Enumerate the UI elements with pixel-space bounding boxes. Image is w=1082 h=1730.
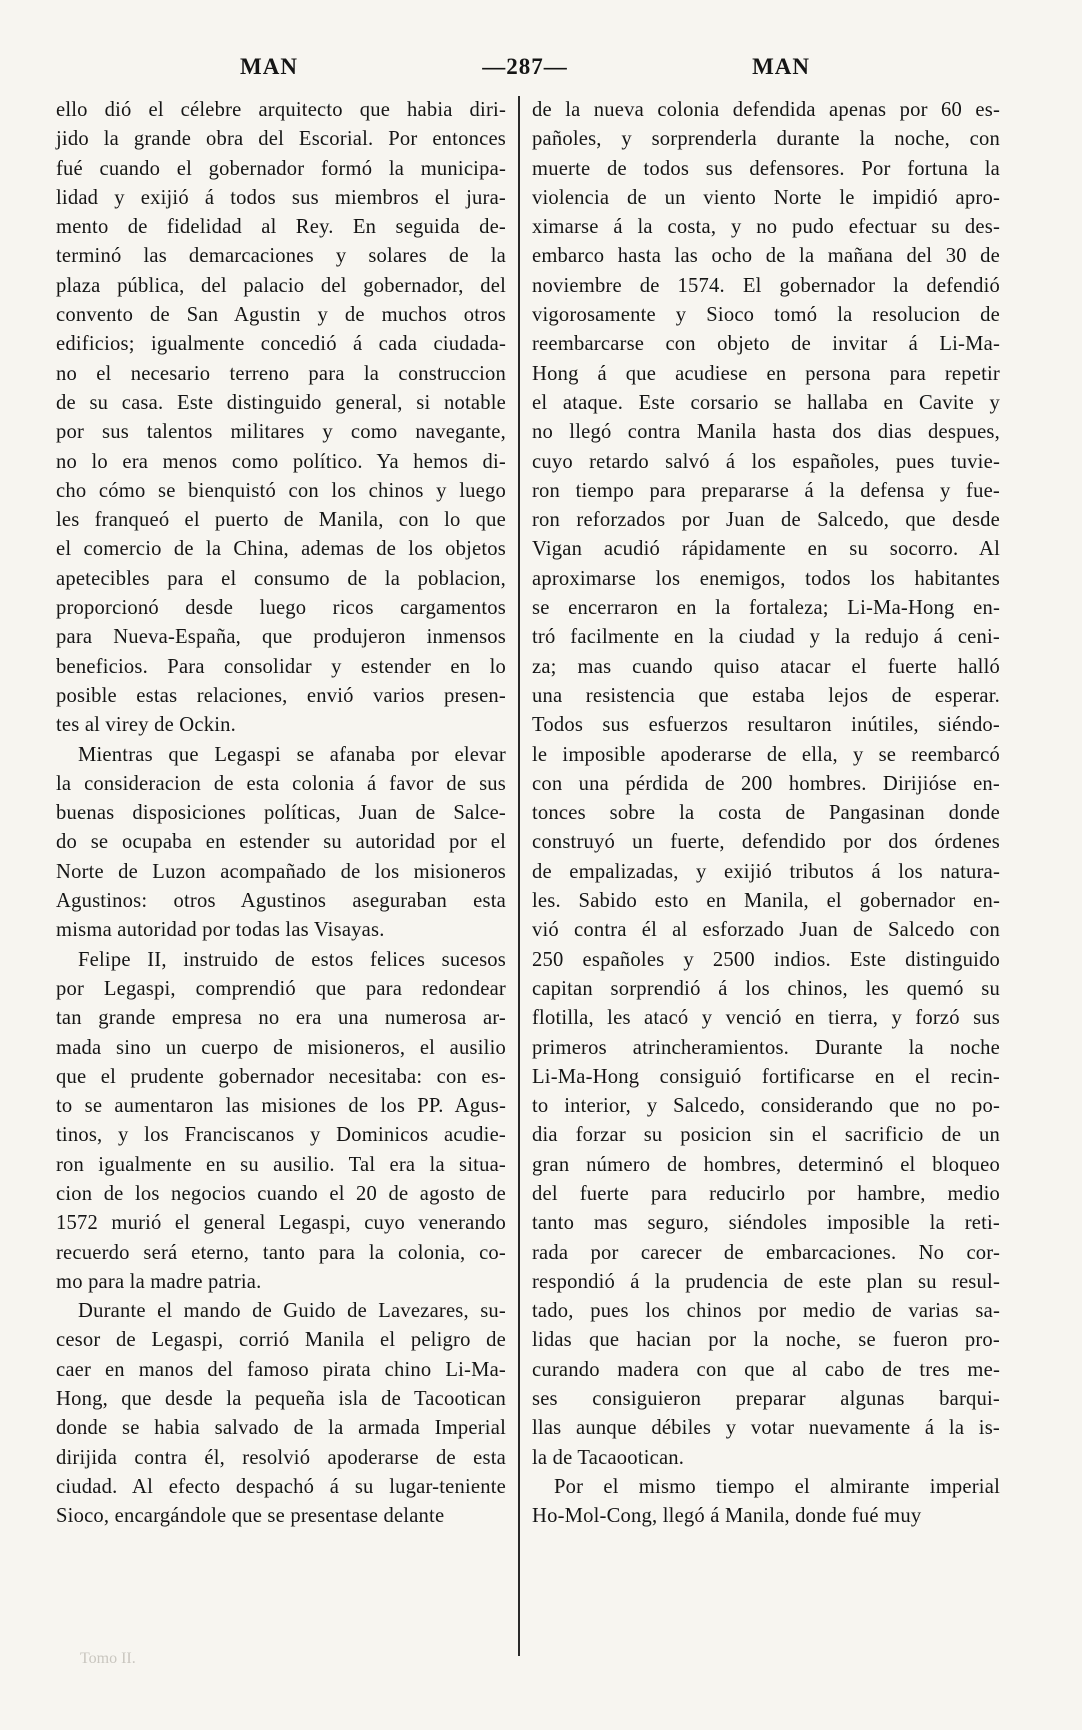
text-line: donde se habia salvado de la armada Imperial [56,1417,506,1440]
text-line: mo para la madre patria. [56,1270,262,1293]
text-line: tan grande empresa no era una numerosa ar- [56,1007,506,1030]
text-line: Felipe II, instruido de estos felices sucesos [78,948,506,971]
text-line: plaza pública, del palacio del gobernador, del [56,274,506,297]
text-line: de empalizadas, y exijió tributos á los natura- [532,860,1000,883]
running-header [240,54,810,88]
text-line: cuyo retardo salvó á los españoles, pues tuvie- [532,450,1000,473]
text-line: Por el mismo tiempo el almirante imperial [554,1475,1000,1498]
text-line: por sus talentos militares y como navegante, [56,421,506,444]
text-line: Norte de Luzon acompañado de los misioneros [56,860,506,883]
text-line: tró facilmente en la ciudad y la redujo á ceni- [532,626,1000,649]
text-line: curando madera con que al cabo de tres me- [532,1358,1000,1381]
text-line: tanto mas seguro, siéndoles imposible la reti- [532,1212,1000,1235]
text-line: embarco hasta las ocho de la mañana del 30 de [532,245,1000,268]
text-line: mento de fidelidad al Rey. En seguida de- [56,216,506,239]
text-line: 250 españoles y 2500 indios. Este distinguido [532,948,1000,971]
text-line: ron reforzados por Juan de Salcedo, que desde [532,509,1000,532]
text-line: no lo era menos como político. Ya hemos di- [56,450,506,473]
text-line: pañoles, y sorprenderla durante la noche, con [532,128,1000,151]
text-line: no el necesario terreno para la construccion [56,362,506,385]
text-line: Todos sus esfuerzos resultaron inútiles, siéndo- [532,714,1000,737]
text-line: Ho-Mol-Cong, llegó á Manila, donde fué muy [532,1505,922,1528]
text-line: lidas que hacian por la noche, se fueron pro- [532,1329,1000,1352]
text-line: terminó las demarcaciones y solares de la [56,245,506,268]
header-left-term: MAN [240,54,298,79]
text-line: tinos, y los Franciscanos y Dominicos acudie- [56,1124,506,1147]
text-line: proporcionó desde luego ricos cargamentos [56,597,506,620]
text-line: Mientras que Legaspi se afanaba por elevar [78,743,506,766]
text-line: llas aunque débiles y votar nuevamente á la is- [532,1417,1000,1440]
text-line: gran número de hombres, determinó el bloqueo [532,1153,1000,1176]
text-line: le imposible apoderarse de ella, y se reembarcó [532,743,1000,766]
text-line: construyó un fuerte, defendido por dos órdenes [532,831,1000,854]
text-line: za; mas cuando quiso atacar el fuerte halló [532,655,1000,678]
text-line: ciudad. Al efecto despachó á su lugar-teniente [56,1475,506,1498]
text-line: flotilla, les atacó y venció en tierra, y forzó sus [532,1007,1000,1030]
text-line: respondió á la prudencia de este plan su resul- [532,1270,1000,1293]
text-line: primeros atrincheramientos. Durante la noche [532,1036,1000,1059]
text-line: cion de los negocios cuando el 20 de agosto de [56,1182,506,1205]
text-line: ron igualmente en su ausilio. Tal era la situa- [56,1153,506,1176]
text-line: violencia de un viento Norte le impidió apro- [532,186,1000,209]
faded-footer-volume: Tomo II. [80,1650,136,1667]
text-line: para Nueva-España, que produjeron inmensos [56,626,506,649]
text-line: mada sino un cuerpo de misioneros, el ausilio [56,1036,506,1059]
text-line: tado, pues los chinos por medio de varias sa- [532,1300,1000,1323]
text-line: cesor de Legaspi, corrió Manila el peligro de [56,1329,506,1352]
text-line: Sioco, encargándole que se presentase delante [56,1505,445,1528]
text-line: ses consiguieron preparar algunas barqui- [532,1388,1000,1411]
text-line: dirijida contra él, resolvió apoderarse de esta [56,1446,506,1469]
text-line: edificios; igualmente concedió á cada ciudada- [56,333,506,356]
text-line: Agustinos: otros Agustinos aseguraban esta [56,890,506,913]
text-line: la de Tacaootican. [532,1446,685,1469]
text-line: Hong á que acudiese en persona para repetir [532,362,1000,385]
text-line: lidad y exijió á todos sus miembros el jura- [56,186,506,209]
text-line: reembarcarse con objeto de invitar á Li-Ma- [532,333,1000,356]
text-line: ello dió el célebre arquitecto que habia diri- [56,99,506,121]
text-line: caer en manos del famoso pirata chino Li-Ma- [56,1358,506,1381]
text-line: una resistencia que estaba lejos de esperar. [532,684,1000,707]
text-line: muerte de todos sus defensores. Por fortuna la [532,157,1000,180]
text-line: aproximarse los enemigos, todos los habitantes [532,567,1000,590]
text-line: Durante el mando de Guido de Lavezares, su- [78,1300,506,1323]
text-line: apetecibles para el consumo de la poblacion, [56,567,506,590]
text-line: que el prudente gobernador necesitaba: con es- [56,1065,506,1088]
text-line: 1572 murió el general Legaspi, cuyo venerando [56,1212,506,1235]
text-line: fué cuando el gobernador formó la municipa- [56,157,506,180]
text-line: por Legaspi, comprendió que para redondear [56,977,506,1000]
text-line: el comercio de la China, ademas de los objetos [56,538,506,561]
column-divider [518,96,520,1656]
text-line: recuerdo será eterno, tanto para la colonia, co- [56,1241,506,1264]
page-number: —287— [482,54,568,79]
text-line: se encerraron en la fortaleza; Li-Ma-Hong en- [532,597,1000,620]
text-line: tonces sobre la costa de Pangasinan donde [532,802,1000,825]
text-line: misma autoridad por todas las Visayas. [56,919,385,942]
text-line: les. Sabido esto en Manila, el gobernador en- [532,890,1000,913]
left-text-column [56,96,506,1532]
text-line: de la nueva colonia defendida apenas por 60 es- [532,99,1000,121]
text-line: do se ocupaba en estender su autoridad por el [56,831,506,854]
text-line: convento de San Agustin y de muchos otros [56,304,506,327]
text-line: dia forzar su posicion sin el sacrificio de un [532,1124,1000,1147]
text-line: cho cómo se bienquistó con los chinos y luego [56,479,506,502]
text-line: Hong, que desde la pequeña isla de Tacootican [56,1388,506,1411]
text-line: beneficios. Para consolidar y estender en lo [56,655,506,678]
text-line: jido la grande obra del Escorial. Por entonces [56,128,506,151]
right-text-column [532,96,1000,1532]
text-line: Li-Ma-Hong consiguió fortificarse en el recin- [532,1065,1000,1088]
text-line: noviembre de 1574. El gobernador la defendió [532,274,1000,297]
text-line: rada por carecer de embarcaciones. No cor- [532,1241,1000,1264]
text-line: to interior, y Salcedo, considerando que no po- [532,1095,1000,1118]
text-line: buenas disposiciones políticas, Juan de Salce- [56,802,506,825]
text-line: la consideracion de esta colonia á favor de sus [56,772,506,795]
text-line: posible estas relaciones, envió varios presen- [56,684,506,707]
text-line: vió contra él al esforzado Juan de Salcedo con [532,919,1000,942]
text-line: ximarse á la costa, y no pudo efectuar su des- [532,216,1000,239]
text-line: to se aumentaron las misiones de los PP. Agus- [56,1095,506,1118]
text-line: tes al virey de Ockin. [56,714,236,737]
header-right-term: MAN [752,54,810,79]
text-line: Vigan acudió rápidamente en su socorro. Al [532,538,1000,561]
text-line: les franqueó el puerto de Manila, con lo que [56,509,506,532]
text-line: no llegó contra Manila hasta dos dias despues, [532,421,1000,444]
text-line: capitan sorprendió á los chinos, les quemó su [532,977,1000,1000]
text-line: del fuerte para reducirlo por hambre, medio [532,1182,1000,1205]
text-line: vigorosamente y Sioco tomó la resolucion de [532,304,1000,327]
text-line: ron tiempo para prepararse á la defensa y fue- [532,479,1000,502]
text-line: el ataque. Este corsario se hallaba en Cavite y [532,391,1000,414]
text-line: de su casa. Este distinguido general, si notable [56,391,506,414]
text-line: con una pérdida de 200 hombres. Dirijióse en- [532,772,1000,795]
